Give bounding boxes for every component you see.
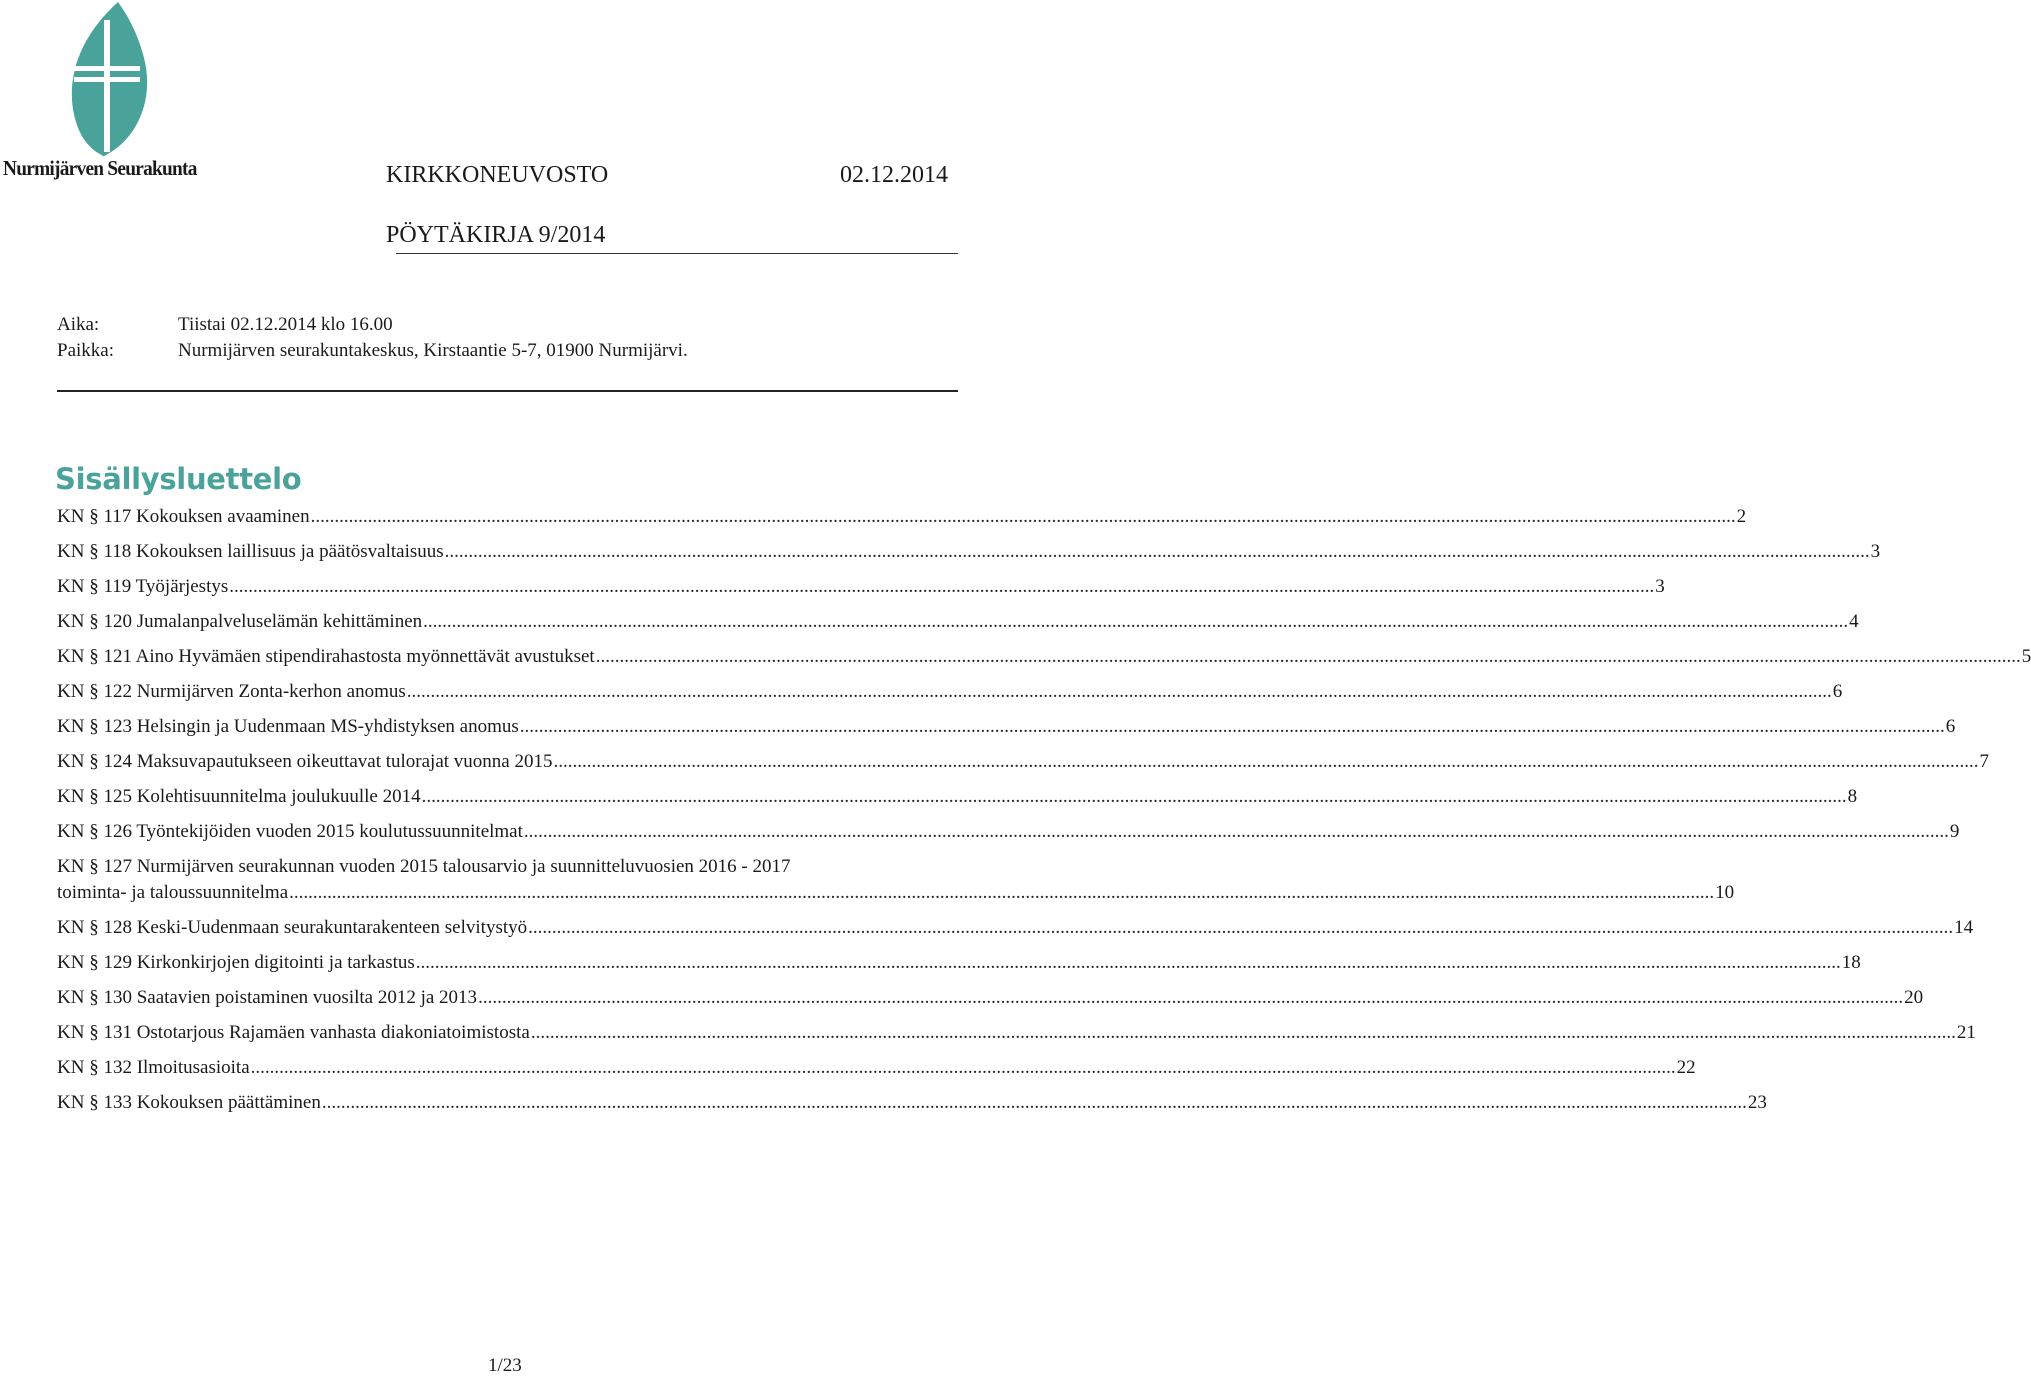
table-of-contents <box>57 504 2031 1125</box>
toc-item-text: KN § 118 Kokouksen laillisuus ja päätösvaltaisuus <box>57 541 444 562</box>
toc-item-text: KN § 120 Jumalanpalveluselämän kehittäminen <box>57 611 423 632</box>
toc-item-text: KN § 123 Helsingin ja Uudenmaan MS-yhdistyksen anomus <box>57 716 519 737</box>
place-label: Paikka: <box>57 340 114 361</box>
toc-leader: ............................................................................................................................................................................................................................................................................................................ <box>444 541 1870 562</box>
toc-item[interactable] <box>57 714 1956 740</box>
toc-leader: ............................................................................................................................................................................................................................................................................................................ <box>519 716 1945 737</box>
toc-item[interactable] <box>57 749 1989 775</box>
header-divider <box>396 253 958 254</box>
toc-item-text: KN § 117 Kokouksen avaaminen <box>57 506 310 527</box>
toc-item-page: 3 <box>1870 541 1881 562</box>
toc-item-page: 6 <box>1832 681 1843 702</box>
toc-item[interactable] <box>57 1055 1696 1081</box>
toc-item-page: 3 <box>1655 576 1665 597</box>
toc-item-page: 8 <box>1847 786 1858 807</box>
toc-item-text: toiminta- ja taloussuunnitelma <box>57 882 289 903</box>
parish-logo <box>0 0 215 185</box>
toc-item-text-line1: KN § 127 Nurmijärven seurakunnan vuoden 2015 talousarvio ja suunnitteluvuosien 2016 - 2017 <box>57 856 791 877</box>
toc-item[interactable] <box>57 539 1881 565</box>
toc-leader: ............................................................................................................................................................................................................................................................................................................ <box>423 611 1849 632</box>
toc-item[interactable] <box>57 609 1859 635</box>
toc-item-text: KN § 133 Kokouksen päättäminen <box>57 1092 321 1113</box>
toc-item-page: 20 <box>1904 987 1924 1008</box>
document-title: KIRKKONEUVOSTO <box>386 162 609 188</box>
toc-item[interactable] <box>57 784 1858 810</box>
toc-item-text: KN § 126 Työntekijöiden vuoden 2015 koulutussuunnitelmat <box>57 821 523 842</box>
toc-item-text: KN § 130 Saatavien poistaminen vuosilta 2012 ja 2013 <box>57 987 478 1008</box>
toc-leader: ............................................................................................................................................................................................................................................................................................................ <box>523 821 1949 842</box>
toc-item-page: 2 <box>1736 506 1747 527</box>
toc-item[interactable] <box>57 679 1843 705</box>
toc-item-page: 6 <box>1945 716 1956 737</box>
toc-item[interactable] <box>57 985 1924 1011</box>
toc-leader: ............................................................................................................................................................................................................................................................................................................ <box>289 882 1715 903</box>
document-date: 02.12.2014 <box>840 162 948 188</box>
page-number: 1/23 <box>488 1355 522 1376</box>
toc-leader: ............................................................................................................................................................................................................................................................................................................ <box>478 987 1904 1008</box>
document-subtitle: PÖYTÄKIRJA 9/2014 <box>386 222 606 248</box>
toc-leader: ............................................................................................................................................................................................................................................................................................................ <box>528 917 1954 938</box>
toc-item[interactable] <box>57 915 1974 941</box>
place-value: Nurmijärven seurakuntakeskus, Kirstaantie 5-7, 01900 Nurmijärvi. <box>178 340 688 361</box>
toc-item-text: KN § 125 Kolehtisuunnitelma joulukuulle 2014 <box>57 786 421 807</box>
leaf-cross-icon <box>60 0 155 158</box>
meta-divider <box>57 390 958 392</box>
toc-item[interactable] <box>57 504 1747 530</box>
toc-item[interactable] <box>57 1020 1976 1046</box>
toc-item-page: 22 <box>1676 1057 1696 1078</box>
toc-leader: ............................................................................................................................................................................................................................................................................................................ <box>321 1092 1747 1113</box>
toc-item-text: KN § 124 Maksuvapautukseen oikeuttavat tulorajat vuonna 2015 <box>57 751 553 772</box>
toc-leader: ............................................................................................................................................................................................................................................................................................................ <box>310 506 1736 527</box>
toc-leader: ............................................................................................................................................................................................................................................................................................................ <box>421 786 1847 807</box>
toc-item-page: 4 <box>1849 611 1859 632</box>
toc-item-page: 10 <box>1715 882 1735 903</box>
toc-item-text: KN § 121 Aino Hyvämäen stipendirahastosta myönnettävät avustukset <box>57 646 595 667</box>
toc-item-page: 5 <box>2021 646 2031 667</box>
toc-leader: ............................................................................................................................................................................................................................................................................................................ <box>229 576 1655 597</box>
toc-item-text: KN § 131 Ostotarjous Rajamäen vanhasta diakoniatoimistosta <box>57 1022 530 1043</box>
meta-place-row <box>57 340 688 362</box>
time-label: Aika: <box>57 314 100 335</box>
toc-item[interactable] <box>57 1090 1767 1116</box>
toc-item[interactable] <box>57 644 2031 670</box>
toc-item-text: KN § 129 Kirkonkirjojen digitointi ja tarkastus <box>57 952 415 973</box>
toc-item-page: 21 <box>1956 1022 1976 1043</box>
toc-leader: ............................................................................................................................................................................................................................................................................................................ <box>530 1022 1956 1043</box>
toc-item-page: 7 <box>1979 751 1989 772</box>
toc-item-page: 14 <box>1954 917 1974 938</box>
toc-leader: ............................................................................................................................................................................................................................................................................................................ <box>406 681 1832 702</box>
toc-item-text: KN § 128 Keski-Uudenmaan seurakuntarakenteen selvitystyö <box>57 917 528 938</box>
toc-item-text: KN § 132 Ilmoitusasioita <box>57 1057 250 1078</box>
toc-title: Sisällysluettelo <box>55 462 302 496</box>
toc-leader: ............................................................................................................................................................................................................................................................................................................ <box>415 952 1841 973</box>
toc-item[interactable] <box>57 854 1735 906</box>
toc-item[interactable] <box>57 950 1861 976</box>
toc-leader: ............................................................................................................................................................................................................................................................................................................ <box>595 646 2021 667</box>
meta-time-row <box>57 314 393 336</box>
toc-leader: ............................................................................................................................................................................................................................................................................................................ <box>250 1057 1676 1078</box>
toc-item[interactable] <box>57 574 1665 600</box>
toc-leader: ............................................................................................................................................................................................................................................................................................................ <box>553 751 1979 772</box>
toc-item-page: 18 <box>1841 952 1861 973</box>
time-value: Tiistai 02.12.2014 klo 16.00 <box>178 314 393 335</box>
toc-item-page: 9 <box>1949 821 1960 842</box>
toc-item[interactable] <box>57 819 1960 845</box>
toc-item-text: KN § 119 Työjärjestys <box>57 576 229 597</box>
toc-item-page: 23 <box>1747 1092 1767 1113</box>
logo-text: Nurmijärven Seurakunta <box>3 156 197 180</box>
toc-item-text: KN § 122 Nurmijärven Zonta-kerhon anomus <box>57 681 406 702</box>
